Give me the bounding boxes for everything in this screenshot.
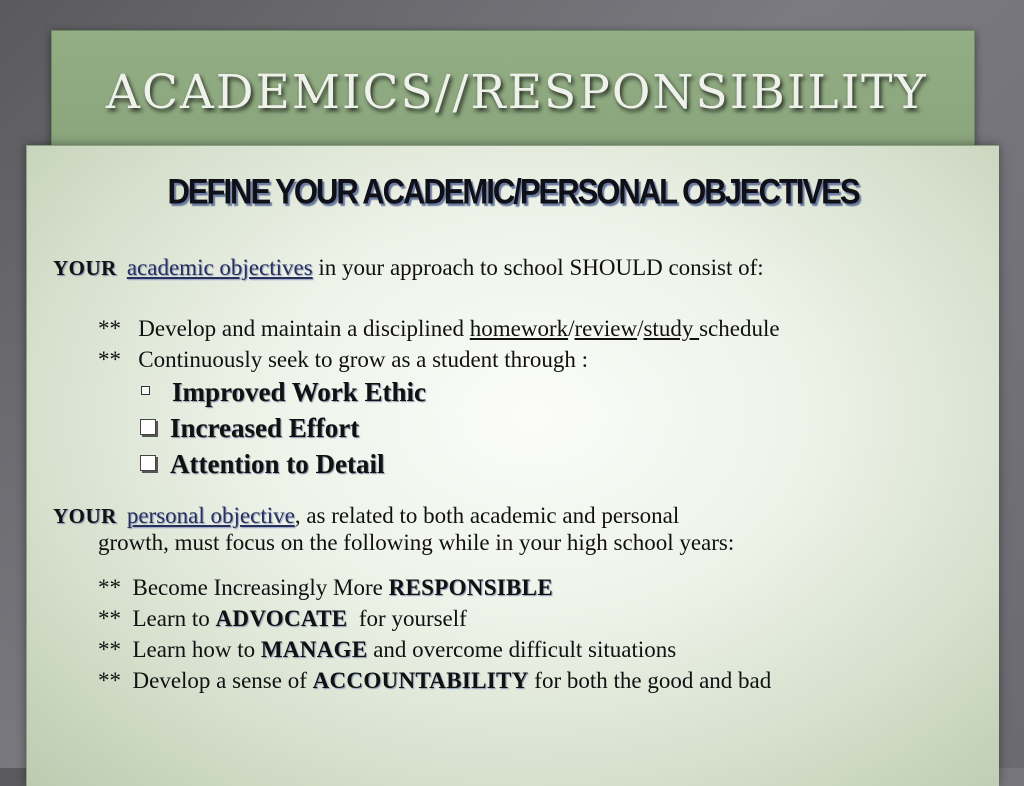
personal-item-1 xyxy=(98,576,553,599)
personal-intro-line-2: growth, must focus on the following while in your high school years: xyxy=(98,530,735,555)
personal-item-prefix: ** Become Increasingly More xyxy=(98,575,389,600)
academic-item-1-prefix: ** Develop and maintain a disciplined xyxy=(98,316,470,341)
personal-item-suffix: for both the good and bad xyxy=(528,668,772,693)
personal-item-suffix: and overcome difficult situations xyxy=(367,637,677,662)
responsible-word: RESPONSIBLE xyxy=(388,575,553,600)
personal-your-label: YOUR xyxy=(53,504,117,528)
academic-item-1-suffix: schedule xyxy=(699,316,780,341)
academic-your-label: YOUR xyxy=(53,256,117,280)
personal-item-prefix: ** Learn to xyxy=(98,606,216,631)
academic-objectives-label: academic objectives xyxy=(126,255,313,280)
sub-item-label: Improved Work Ethic xyxy=(172,377,427,407)
sub-item-effort xyxy=(140,415,359,442)
personal-item-prefix: ** Learn how to xyxy=(98,637,261,662)
academic-item-2: ** Continuously seek to grow as a student through : xyxy=(98,347,588,372)
personal-intro-line xyxy=(53,504,679,527)
advocate-word: ADVOCATE xyxy=(215,606,348,631)
content-panel xyxy=(26,145,999,786)
personal-intro-text: , as related to both academic and personal xyxy=(294,503,680,528)
academic-intro-text: in your approach to school SHOULD consist of: xyxy=(312,255,764,280)
homework-word: homework xyxy=(469,316,569,341)
personal-item-3 xyxy=(98,638,676,661)
personal-item-prefix: ** Develop a sense of xyxy=(98,668,313,693)
square-bullet-icon xyxy=(141,386,150,395)
sub-item-label: Increased Effort xyxy=(170,413,360,443)
slide-title: ACADEMICS//RESPONSIBILITY xyxy=(106,65,928,120)
personal-item-suffix: for yourself xyxy=(347,606,467,631)
checkbox-bullet-icon xyxy=(140,419,156,435)
academic-item-1 xyxy=(98,317,780,340)
personal-item-2 xyxy=(98,607,467,630)
checkbox-bullet-icon xyxy=(140,455,156,471)
review-word: review xyxy=(574,316,638,341)
personal-objective-label: personal objective xyxy=(126,503,295,528)
personal-item-4 xyxy=(98,669,771,692)
section-heading: DEFINE YOUR ACADEMIC/PERSONAL OBJECTIVES xyxy=(167,171,859,212)
slash-2: / xyxy=(637,316,644,341)
academic-intro-line xyxy=(53,256,764,279)
study-word: study xyxy=(643,316,700,341)
sub-item-label: Attention to Detail xyxy=(170,449,385,479)
sub-item-detail xyxy=(140,451,384,478)
accountability-word: ACCOUNTABILITY xyxy=(312,668,529,693)
manage-word: MANAGE xyxy=(260,637,368,662)
slash-1: / xyxy=(568,316,575,341)
title-bar xyxy=(51,30,975,150)
sub-item-work-ethic xyxy=(138,379,426,406)
